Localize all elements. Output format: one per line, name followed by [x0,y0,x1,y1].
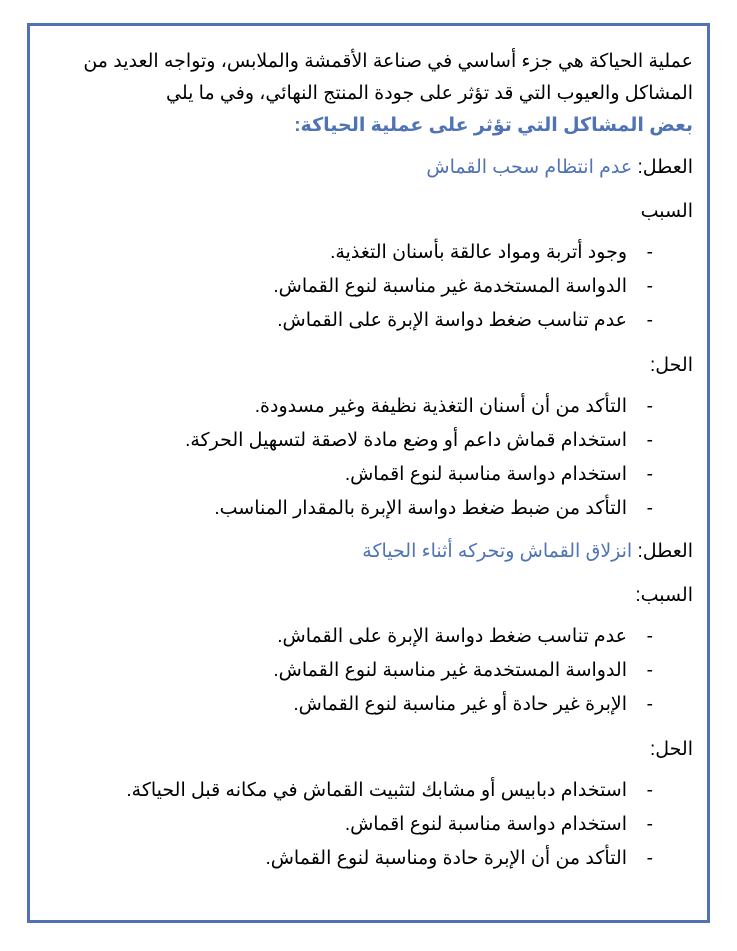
dash-bullet-icon: - [646,242,653,263]
list-item-text: التأكد من ضبط ضغط دواسة الإبرة بالمقدار المناسب. [214,498,627,519]
fault-label: العطل: [637,157,693,178]
cause-label: السبب: [635,585,693,606]
solution-list [44,774,693,876]
document-content [44,46,693,876]
dash-bullet-icon: - [646,814,653,835]
list-item [44,458,653,492]
list-item-text: عدم تناسب ضغط دواسة الإبرة على القماش. [277,310,627,331]
list-item [44,492,653,526]
list-item [44,842,653,876]
dash-bullet-icon: - [646,780,653,801]
fault-label: العطل: [637,541,693,562]
list-item-text: الإبرة غير حادة أو غير مناسبة لنوع القماش. [293,694,627,715]
solution-label: الحل: [649,355,693,376]
cause-list [44,236,693,338]
list-item [44,774,653,808]
fault-section-1 [44,152,693,526]
dash-bullet-icon: - [646,498,653,519]
list-item-text: عدم تناسب ضغط دواسة الإبرة على القماش. [277,626,627,647]
list-item [44,270,653,304]
fault-heading [44,536,693,568]
list-item-text: الدواسة المستخدمة غير مناسبة لنوع القماش. [273,660,627,681]
cause-list [44,620,693,722]
dash-bullet-icon: - [646,464,653,485]
list-item [44,390,653,424]
intro-paragraph: عملية الحياكة هي جزء أساسي في صناعة الأقمشة والملابس، وتواجه العديد من المشاكل والعيوب التي قد تؤثر على جودة المنتج النهائي، وفي ما يلي [83,51,693,104]
dash-bullet-icon: - [646,660,653,681]
list-item [44,808,653,842]
list-item [44,424,653,458]
list-item-text: استخدام دواسة مناسبة لنوع اقماش. [344,814,627,835]
dash-bullet-icon: - [646,626,653,647]
list-item-text: استخدام دواسة مناسبة لنوع اقماش. [344,464,627,485]
list-item-text: الدواسة المستخدمة غير مناسبة لنوع القماش. [273,276,627,297]
list-item [44,688,653,722]
dash-bullet-icon: - [646,430,653,451]
list-item-text: التأكد من أن الإبرة حادة ومناسبة لنوع القماش. [265,848,627,869]
document-frame [27,23,710,923]
fault-heading [44,152,693,184]
dash-bullet-icon: - [646,396,653,417]
list-item [44,236,653,270]
solution-label: الحل: [649,739,693,760]
dash-bullet-icon: - [646,694,653,715]
fault-title: عدم انتظام سحب القماش [426,157,633,178]
dash-bullet-icon: - [646,276,653,297]
list-item [44,620,653,654]
dash-bullet-icon: - [646,848,653,869]
intro-heading: بعض المشاكل التي تؤثر على عملية الحياكة: [294,115,693,136]
solution-list [44,390,693,526]
list-item-text: وجود أتربة ومواد عالقة بأسنان التغذية. [330,242,627,263]
list-item [44,654,653,688]
cause-label: السبب [640,201,693,222]
list-item-text: استخدام قماش داعم أو وضع مادة لاصقة لتسهيل الحركة. [185,430,627,451]
list-item-text: التأكد من أن أسنان التغذية نظيفة وغير مسدودة. [254,396,627,417]
dash-bullet-icon: - [646,310,653,331]
fault-title: انزلاق القماش وتحركه أثناء الحياكة [362,541,633,562]
list-item-text: استخدام دبابيس أو مشابك لتثبيت القماش في مكانه قبل الحياكة. [126,780,627,801]
list-item [44,304,653,338]
fault-section-2 [44,536,693,876]
